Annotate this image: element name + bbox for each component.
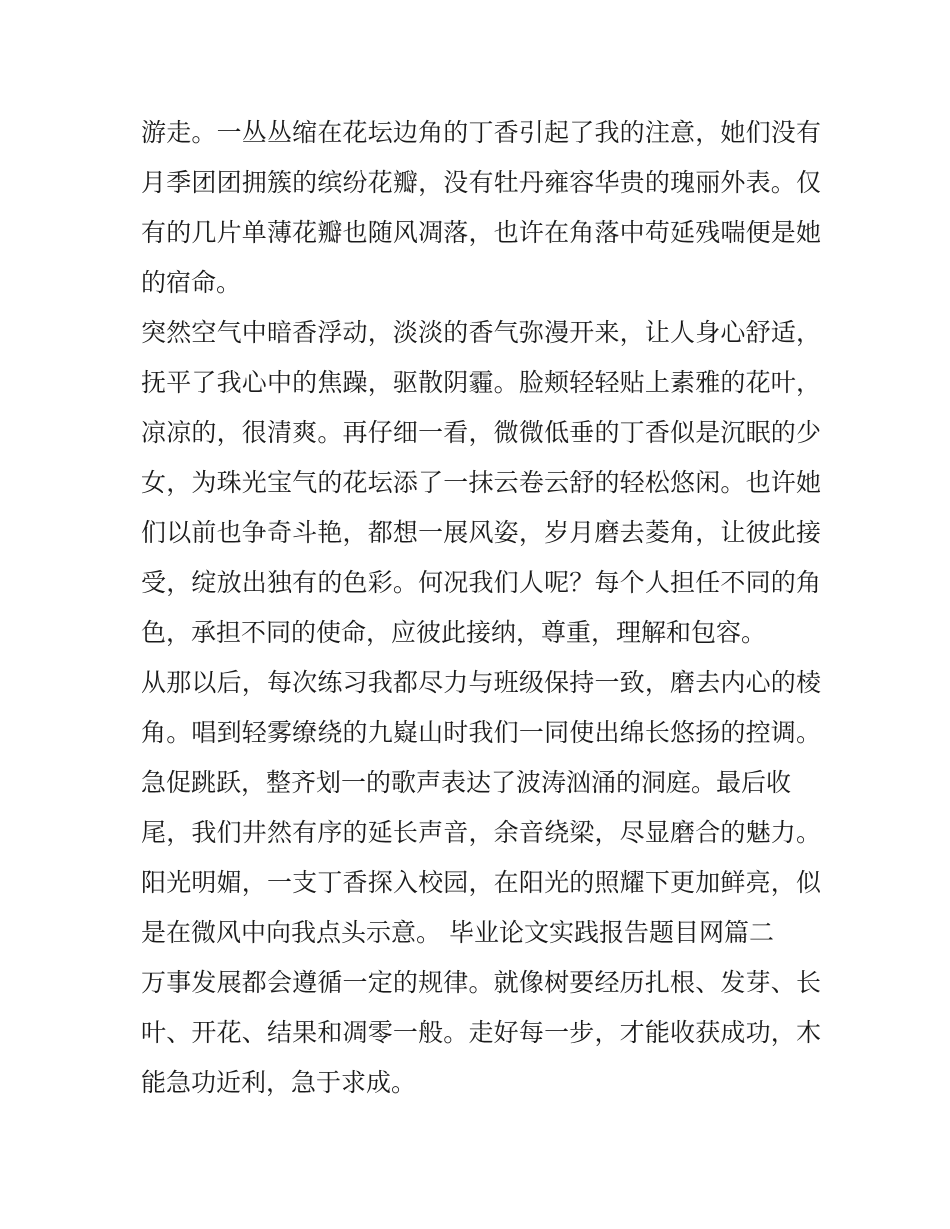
text-line: 能急功近利，急于求成。 bbox=[141, 1068, 417, 1097]
text-line: 叶、开花、结果和凋零一般。走好每一步，才能收获成功，木 bbox=[141, 1018, 821, 1047]
text-line: 受，绽放出独有的色彩。何况我们人呢？每个人担任不同的角 bbox=[141, 568, 821, 597]
text-line: 阳光明媚，一支丁香探入校园，在阳光的照耀下更加鲜亮，似 bbox=[141, 868, 821, 897]
text-line: 月季团团拥簇的缤纷花瓣，没有牡丹雍容华贵的瑰丽外表。仅 bbox=[141, 168, 821, 197]
text-line: 万事发展都会遵循一定的规律。就像树要经历扎根、发芽、长 bbox=[141, 968, 821, 997]
text-line: 游走。一丛丛缩在花坛边角的丁香引起了我的注意，她们没有 bbox=[141, 118, 821, 147]
text-line: 急促跳跃，整齐划一的歌声表达了波涛汹涌的洞庭。最后收 bbox=[141, 768, 792, 797]
text-line: 色，承担不同的使命，应彼此接纳，尊重，理解和包容。 bbox=[141, 618, 767, 647]
text-line: 的宿命。 bbox=[141, 268, 242, 297]
text-line: 是在微风中向我点头示意。 毕业论文实践报告题目网篇二 bbox=[141, 918, 774, 947]
text-line: 尾，我们井然有序的延长声音，余音绕梁，尽显磨合的魅力。 bbox=[141, 818, 821, 847]
text-line: 有的几片单薄花瓣也随风凋落，也许在角落中苟延残喘便是她 bbox=[141, 218, 821, 247]
text-line: 凉凉的，很清爽。再仔细一看，微微低垂的丁香似是沉眠的少 bbox=[141, 418, 821, 447]
text-line: 们以前也争奇斗艳，都想一展风姿，岁月磨去菱角，让彼此接 bbox=[141, 518, 821, 547]
text-line: 抚平了我心中的焦躁，驱散阴霾。脸颊轻轻贴上素雅的花叶， bbox=[141, 368, 821, 397]
text-line: 女，为珠光宝气的花坛添了一抹云卷云舒的轻松悠闲。也许她 bbox=[141, 468, 821, 497]
text-line: 角。唱到轻雾缭绕的九嶷山时我们一同使出绵长悠扬的控调。 bbox=[141, 718, 821, 747]
text-line: 突然空气中暗香浮动，淡淡的香气弥漫开来，让人身心舒适， bbox=[141, 318, 821, 347]
body-text bbox=[141, 108, 821, 1108]
text-line: 从那以后，每次练习我都尽力与班级保持一致，磨去内心的棱 bbox=[141, 668, 821, 697]
